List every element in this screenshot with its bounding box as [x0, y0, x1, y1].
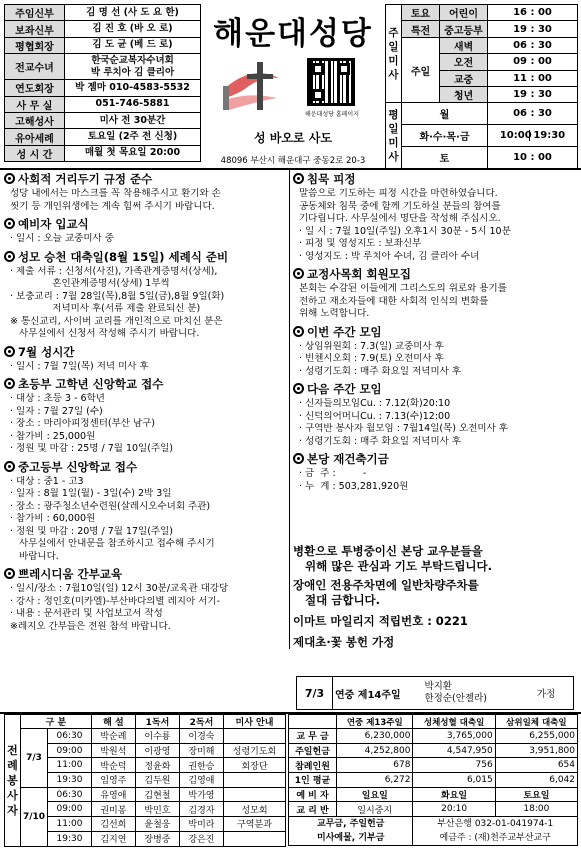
mass-time: 06 : 30	[488, 37, 578, 53]
mass-name: 어린이	[440, 5, 488, 21]
finance-cell: 6,230,000	[337, 729, 413, 744]
parish-info-label: 유아세례	[5, 129, 65, 145]
parish-info-label: 고해성사	[5, 112, 65, 128]
section-line: · 보충교리 : 7월 28일(목),8월 5일(금),8월 9일(화)	[10, 290, 225, 302]
parish-info-row	[5, 80, 201, 96]
catechism-header: 일요일	[337, 787, 413, 802]
notice-section	[4, 249, 287, 341]
section-line: · 피정 및 영성지도 : 보좌신부	[299, 238, 422, 249]
catechism-cell: 일시중지	[337, 802, 413, 817]
weekday-time: 06 : 30	[488, 103, 578, 125]
notice-section	[4, 171, 287, 213]
mass-time: 19 : 30	[488, 21, 578, 37]
section-line: 성당 내에서는 마스크를 꼭 착용해주시고 환기와 손	[10, 188, 221, 199]
mass-name: 교중	[440, 70, 488, 86]
parish-info-value: 미사 전 30분간	[99, 114, 166, 126]
finance-cell: 교 무 금	[289, 729, 337, 744]
roster-cell: 윤철웅	[135, 817, 179, 832]
roster-cell: 06:30	[48, 729, 92, 744]
section-line: · 성령기도회 : 매주 화요일 저녁미사 후	[299, 365, 461, 377]
notice-section	[4, 566, 287, 633]
notices-left	[4, 168, 287, 635]
roster-date: 7/10	[21, 787, 48, 846]
section-line: · 대상 : 중1 - 고3	[10, 475, 84, 487]
section-title: 본당 재건축기금	[307, 452, 389, 466]
mass-name: 새벽	[440, 37, 488, 53]
weekday-time: 10 : 00	[488, 147, 578, 169]
mass-time: 19 : 30	[488, 86, 578, 102]
finance-cell: 참례인원	[289, 758, 337, 773]
section-title: 교정사목회 회원모집	[307, 267, 411, 281]
mass-group: 주일	[402, 37, 440, 103]
section-line: · 신덕의어머니Cu. : 7.13(수)12:00	[299, 410, 451, 422]
patron-saint: 성 바오로 사도	[254, 131, 332, 145]
section-title: 이번 주간 모임	[307, 324, 382, 339]
roster-date: 7/3	[21, 729, 48, 788]
notice-prayer: 병환으로 투병중이신 본당 교우분들을	[293, 544, 483, 558]
catechism-cell: 교 리 반	[289, 802, 337, 817]
roster-cell	[224, 831, 286, 846]
section-line: · 참가비 : 25,000원	[10, 430, 96, 442]
roster-cell: 박민호	[135, 802, 179, 817]
mass-time: 11 : 00	[488, 70, 578, 86]
notice-prayer-2: 위해 많은 관심과 기도 부탁드립니다.	[305, 559, 493, 573]
section-line: · 빈첸시오회 : 7.9(토) 오전미사 후	[299, 353, 444, 364]
section-line: 사무실에서 신청서 작성해 주시기 바랍니다.	[10, 328, 200, 339]
parish-info-row	[5, 54, 201, 80]
roster-cell: 19:30	[48, 831, 92, 846]
parish-info-row	[5, 21, 201, 37]
notice-section	[4, 216, 287, 246]
section-title: 초등부 고학년 신앙학교 접수	[18, 377, 164, 391]
notice-section	[4, 376, 287, 456]
section-title: 7월 성시간	[18, 344, 75, 359]
section-line: · 내용 : 문서관리 및 사업보고서 작성	[10, 608, 163, 619]
roster-cell: 장병중	[135, 831, 179, 846]
notice-section	[293, 451, 577, 493]
roster-cell	[224, 729, 286, 744]
sunday-mass-label: 주일미사	[386, 5, 402, 103]
section-line: 말씀으로 기도하는 피정 시간을 마련하였습니다.	[299, 188, 498, 199]
roster-cell: 권미봉	[91, 802, 135, 817]
section-line: · 정원 및 마감 : 20명 / 7월 17일(주일)	[10, 525, 173, 537]
finance-cell: 3,765,000	[413, 729, 495, 744]
section-line: · 금 주 : -	[299, 468, 367, 479]
roster-cell	[224, 787, 286, 802]
parish-info-row	[5, 145, 201, 161]
catechism-header: 예 비 자	[289, 787, 337, 802]
section-line: · 영성지도 : 박 루치아 수녀, 김 클리아 수녀	[299, 250, 480, 262]
roster-cell: 김지연	[91, 831, 135, 846]
roster-cell: 11:00	[48, 817, 92, 832]
section-line: 전하고 재소자들에 대한 사회적 인식의 변화를	[299, 295, 489, 307]
circle-bullet-icon	[293, 453, 304, 464]
mass-time: 16 : 00	[488, 5, 578, 21]
bank-account: 부산은행 032-01-041974-1	[437, 819, 554, 830]
roster-cell: 강은진	[179, 831, 223, 846]
parish-info-row	[5, 96, 201, 112]
section-line: · 신자들의모임Cu. : 7.12(화)20:10	[299, 398, 451, 409]
section-line: 혼인관계증명서(상세) 1부씩	[10, 278, 170, 289]
section-line: 사무실에서 안내문을 참조하시고 접수해 주시기	[10, 538, 215, 549]
section-line: · 일시 : 7월 7일(목) 저녁 미사 후	[10, 360, 149, 372]
circle-bullet-icon	[4, 218, 15, 229]
bold-notices	[293, 544, 577, 650]
circle-bullet-icon	[4, 568, 15, 579]
section-title: 침묵 피정	[307, 172, 356, 186]
roster-cell: 구역분과	[224, 817, 286, 832]
roster-cell: 이수룡	[135, 729, 179, 744]
finance-header: 성체성혈 대축일	[413, 715, 495, 729]
mass-time: 09 : 00	[488, 54, 578, 70]
finance-cell: 6,255,000	[495, 729, 577, 744]
section-line: · 일자 : 8월 1일(월) - 3일(수) 2박 3일	[10, 488, 172, 499]
parish-info-label: 주임신부	[5, 5, 65, 21]
section-line: · 구역반 봉사자 월모임 : 7월14일(목) 오전미사 후	[299, 423, 508, 434]
roster-cell: 박원석	[91, 743, 135, 758]
section-title: 성모 승천 대축일(8월 15일) 세례식 준비	[18, 249, 229, 264]
parish-info-label: 평협회장	[5, 37, 65, 53]
notice-section	[293, 266, 577, 321]
offering-family-1: 박지환	[424, 681, 453, 692]
parish-info-value: 매월 첫 목요일 20:00	[84, 147, 181, 159]
offering-suffix: 가정	[535, 677, 574, 710]
finance-header	[289, 715, 337, 729]
roster-cell: 김경자	[179, 802, 223, 817]
weekday-day: 월	[402, 103, 488, 125]
parish-info-value: 051-746-5881	[95, 98, 170, 110]
roster-cell: 09:00	[48, 802, 92, 817]
catechism-cell: 20:10	[413, 802, 495, 817]
mass-name: 중고등부	[440, 21, 488, 37]
mass-group: 특전	[402, 21, 440, 37]
notice-section	[293, 171, 577, 263]
finance-cell: 6,015	[413, 773, 495, 788]
parish-info-value: 김 진 호 (바 오 로)	[92, 23, 173, 35]
parish-info-label: 보좌신부	[5, 21, 65, 37]
qr-code	[307, 58, 355, 106]
parish-info-row	[5, 37, 201, 53]
parish-info-row	[5, 5, 201, 21]
church-address: 48096 부산시 해운대구 중동2로 20-3	[220, 156, 366, 166]
offering-date: 7/3	[297, 677, 333, 710]
section-line: 본회는 수감된 이들에게 그리스도의 위로와 용기를	[299, 283, 507, 294]
finance-cell: 6,042	[495, 773, 577, 788]
roster-cell: 장미해	[179, 743, 223, 758]
roster-cell: 임영주	[91, 773, 135, 788]
mass-name: 청년	[440, 86, 488, 102]
circle-bullet-icon	[4, 251, 15, 262]
section-title: 예비자 입교식	[18, 217, 89, 231]
parish-info-table	[4, 4, 201, 162]
catechism-header: 화요일	[413, 787, 495, 802]
parish-info-value: 한국순교복자수녀회	[91, 54, 174, 66]
finance-cell: 756	[413, 758, 495, 773]
finance-cell: 1인 평균	[289, 773, 337, 788]
notice-parking-2: 절대 금합니다.	[305, 593, 381, 607]
weekday-day: 화·수·목·금	[402, 125, 488, 147]
finance-table	[288, 714, 578, 846]
section-line: 저녁미사 후(서류 제출 완료되신 분)	[10, 303, 201, 314]
parish-info-row	[5, 129, 201, 145]
notice-parking: 장애인 전용주차면에 일반차량주차를	[293, 578, 479, 592]
weekday-mass-label: 평일미사	[386, 103, 402, 169]
roster-header: 해 설	[91, 715, 135, 729]
roster-cell: 김현철	[135, 787, 179, 802]
finance-cell: 6,272	[337, 773, 413, 788]
finance-cell: 654	[495, 758, 577, 773]
parish-info-label: 사 무 실	[5, 96, 65, 112]
roster-cell: 19:30	[48, 773, 92, 788]
parish-info-label: 성 시 간	[5, 145, 65, 161]
parish-info-row	[5, 112, 201, 128]
liturgy-roster-table	[4, 714, 286, 847]
finance-cell: 3,951,800	[495, 743, 577, 758]
section-line: · 일 시 : 7월 10일(주일) 오후1시 30분 - 5시 10분	[299, 225, 511, 237]
section-line: 바랍니다.	[10, 550, 59, 562]
circle-bullet-icon	[293, 326, 304, 337]
section-line: 공동체와 침묵 중에 함께 기도하실 분들의 참여를	[299, 200, 501, 212]
section-line: · 일시/장소 : 7월10일(일) 12시 30분/교육관 대강당	[10, 583, 229, 594]
roster-cell: 11:00	[48, 758, 92, 773]
roster-cell: 성령기도회	[224, 743, 286, 758]
roster-side-label: 전례봉사자	[5, 715, 21, 847]
finance-header: 연중 제13주일	[337, 715, 413, 729]
roster-cell: 이경숙	[179, 729, 223, 744]
parish-info-label: 연도회장	[5, 80, 65, 96]
roster-cell: 06:30	[48, 787, 92, 802]
roster-cell: 성모회	[224, 802, 286, 817]
section-title: 중고등부 신앙학교 접수	[18, 459, 138, 474]
roster-cell: 김두원	[135, 773, 179, 788]
section-line: 기다립니다. 사무실에서 명단을 작성해 주십시오.	[299, 213, 501, 224]
catechism-cell: 18:00	[495, 802, 577, 817]
roster-header: 구 분	[21, 715, 92, 729]
roster-cell: 박순덕	[91, 758, 135, 773]
offering-mass: 연중 제14주일	[333, 677, 423, 710]
section-title: 쁘레시디움 간부교육	[18, 567, 122, 581]
page-title: 해운대성당	[213, 16, 373, 52]
offering-table	[296, 676, 574, 710]
parish-info-value: 김 명 선 (사 도 요 한)	[86, 6, 179, 18]
notice-section	[293, 324, 577, 379]
section-line: 씻기 등 개인위생에는 계속 힘써 주시기 바랍니다.	[10, 200, 215, 212]
notice-emart: 이마트 마일리지 적립번호 : 0221	[293, 614, 468, 628]
parish-info-value-2: 박 루치아 김 클리아	[90, 66, 175, 78]
roster-cell: 박가영	[179, 787, 223, 802]
weekday-day: 토	[402, 147, 488, 169]
section-line: · 성령기도회 : 매주 화요일 저녁미사 후	[299, 435, 461, 447]
section-line: · 장소 : 광주청소년수련원(살레시오수녀회 주관)	[10, 500, 211, 512]
section-line: · 일시 : 오늘 교중미사 중	[10, 233, 114, 244]
parish-info-label: 전교수녀	[5, 54, 65, 80]
circle-bullet-icon	[4, 378, 15, 389]
roster-cell: 09:00	[48, 743, 92, 758]
section-line: · 상임위원회 : 7.3(일) 교중미사 후	[299, 340, 444, 352]
account-holder: 예금주 : (재)천주교부산교구	[439, 833, 551, 844]
circle-bullet-icon	[4, 461, 15, 472]
circle-bullet-icon	[4, 346, 15, 357]
notices-right	[293, 168, 577, 495]
column-divider	[289, 170, 290, 649]
roster-header: 2독서	[179, 715, 223, 729]
roster-header: 1독서	[135, 715, 179, 729]
section-line: ※ 통신교리, 사이버 교리를 개인적으로 마치신 분은	[10, 315, 223, 327]
catechism-header: 토요일	[495, 787, 577, 802]
notice-offering-title: 제대초·꽃 봉헌 가정	[293, 635, 395, 649]
finance-cell: 678	[337, 758, 413, 773]
section-line: · 대상 : 초등 3 - 6학년	[10, 393, 105, 404]
section-line: · 일자 : 7월 27일 (수)	[10, 405, 103, 417]
roster-header: 미사 안내	[224, 715, 286, 729]
qr-caption: 해운대성당 홈페이지	[304, 111, 360, 118]
finance-header: 삼위일체 대축일	[495, 715, 577, 729]
circle-bullet-icon	[293, 173, 304, 184]
church-logo	[219, 58, 283, 114]
circle-bullet-icon	[4, 173, 15, 184]
section-line: · 장소 : 마리아피정센터(부산 남구)	[10, 418, 156, 429]
roster-cell: 정윤화	[135, 758, 179, 773]
roster-cell: 박미라	[179, 817, 223, 832]
roster-cell: 유영애	[91, 787, 135, 802]
mass-name: 오전	[440, 54, 488, 70]
parish-info-value: 토요일 (2주 전 신청)	[87, 131, 178, 143]
section-line: · 정원 및 마감 : 25명 / 7월 10일(주일)	[10, 443, 173, 454]
section-line: · 제출 서류 : 신청서(사진), 가족관계증명서(상세),	[10, 265, 218, 277]
parish-info-value: 박 젬마 010-4583-5532	[75, 81, 190, 93]
notice-section	[4, 459, 287, 564]
mass-group: 토요	[402, 5, 440, 21]
weekday-time: 10:00	[499, 130, 532, 142]
roster-cell: 김영애	[179, 773, 223, 788]
parish-info-value: 김 도 균 (베 드 로)	[92, 39, 173, 51]
finance-cell: 주일헌금	[289, 743, 337, 758]
title-block	[203, 2, 383, 172]
roster-cell: 이광영	[135, 743, 179, 758]
section-line: · 강사 : 정인호(미카엘)-부산바다의별 레지아 서기-	[10, 595, 220, 607]
weekday-time-2: 19:30	[533, 130, 566, 142]
section-title: 다음 주간 모임	[307, 382, 382, 396]
roster-cell	[224, 773, 286, 788]
account-label: 교무금, 주일헌금	[317, 819, 385, 830]
mass-schedule-table	[385, 4, 578, 169]
offering-family-2: 한정순(안젤라)	[424, 693, 487, 704]
section-line: ※레지오 간부들은 전원 참석 바랍니다.	[10, 620, 171, 632]
account-label-2: 미사예물, 기부금	[317, 833, 385, 844]
roster-cell: 회장단	[224, 758, 286, 773]
finance-cell: 4,252,800	[337, 743, 413, 758]
roster-cell: 박순례	[91, 729, 135, 744]
section-title: 사회적 거리두기 규정 준수	[18, 172, 153, 186]
section-line: · 누 계 : 503,281,920원	[299, 480, 409, 492]
circle-bullet-icon	[293, 383, 304, 394]
section-line: 위해 노력합니다.	[299, 308, 370, 319]
finance-cell: 4,547,950	[413, 743, 495, 758]
section-line: · 참가비 : 60,000원	[10, 513, 96, 524]
notice-section	[4, 344, 287, 374]
roster-cell: 김선희	[91, 817, 135, 832]
roster-cell: 권한승	[179, 758, 223, 773]
circle-bullet-icon	[293, 268, 304, 279]
notice-section	[293, 381, 577, 448]
